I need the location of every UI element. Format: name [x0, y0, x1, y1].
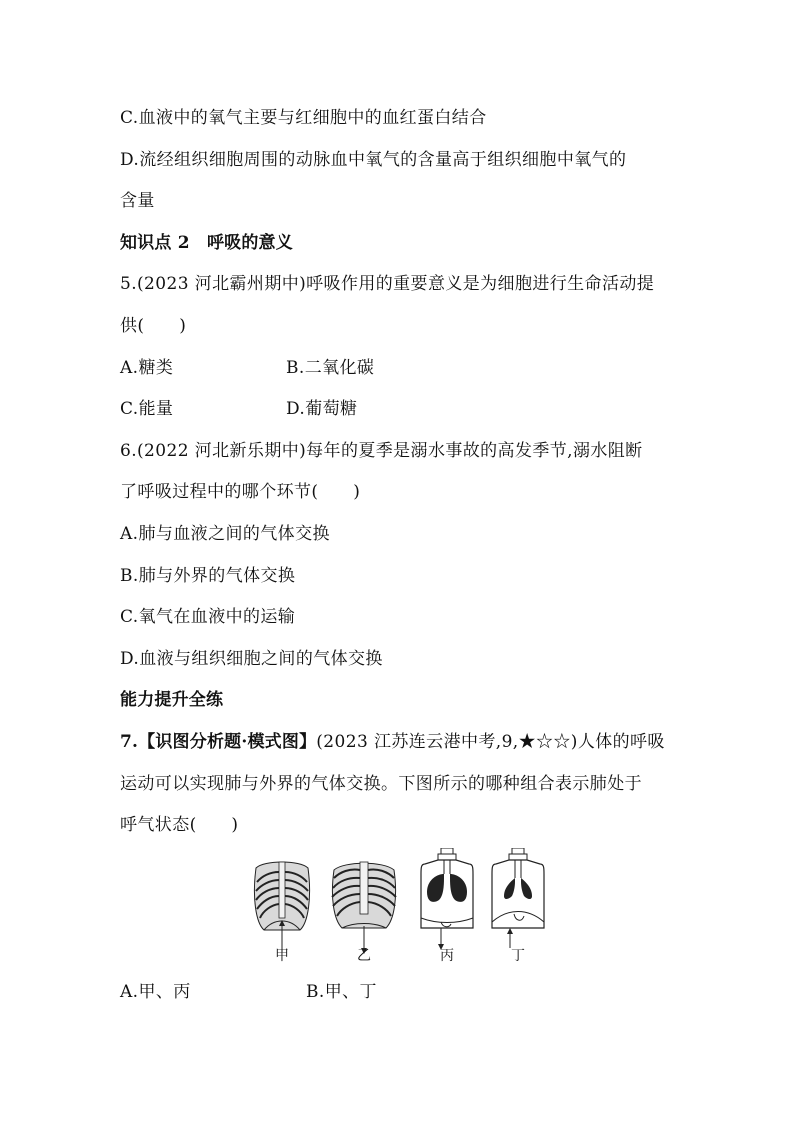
q5-options-row2 [120, 398, 358, 420]
q5-option-b: B.二氧化碳 [286, 358, 375, 378]
q7-stem-line2: 运动可以实现肺与外界的气体交换。下图所示的哪种组合表示肺处于 [120, 774, 642, 794]
q5-options-row1 [120, 357, 375, 379]
bell-jar-ding-diagram [492, 848, 544, 948]
q4-option-c: C.血液中的氧气主要与红细胞中的血红蛋白结合 [120, 108, 487, 128]
figure-label-yi: 乙 [357, 948, 371, 964]
q7-question-tag: 7.【识图分析题·模式图】 [120, 732, 317, 752]
q5-stem-line2: 供( ) [120, 316, 187, 336]
figure-label-jia: 甲 [275, 948, 289, 964]
q7-stem-line1-rest: (2023 江苏连云港中考,9,★☆☆)人体的呼吸 [316, 732, 665, 752]
q5-option-a: A.糖类 [120, 358, 174, 378]
section-heading-ability-improvement: 能力提升全练 [120, 690, 224, 710]
q6-option-b: B.肺与外界的气体交换 [120, 566, 296, 586]
q4-option-d-line1: D.流经组织细胞周围的动脉血中氧气的含量高于组织细胞中氧气的 [120, 150, 627, 170]
section-heading-knowledge-point-2: 知识点 2 呼吸的意义 [120, 233, 293, 253]
bell-jar-bing-diagram [421, 848, 473, 950]
q6-stem-line2: 了呼吸过程中的哪个环节( ) [120, 482, 361, 502]
q5-option-c: C.能量 [120, 399, 174, 419]
q7-stem-line3: 呼气状态( ) [120, 815, 239, 835]
q7-option-a: A.甲、丙 [120, 982, 191, 1002]
q6-option-a: A.肺与血液之间的气体交换 [120, 524, 330, 544]
ribcage-yi-diagram [332, 862, 396, 954]
q6-option-d: D.血液与组织细胞之间的气体交换 [120, 649, 383, 669]
q7-options-row1 [120, 981, 377, 1003]
q7-stem-line1 [120, 731, 665, 753]
q7-option-b: B.甲、丁 [306, 982, 377, 1002]
ribcage-jia-diagram [254, 862, 309, 952]
figure-label-ding: 丁 [511, 948, 525, 964]
q5-option-d: D.葡萄糖 [286, 399, 358, 419]
q7-breathing-figure [250, 848, 550, 968]
q4-option-d-line2: 含量 [120, 191, 155, 211]
figure-label-bing: 丙 [440, 948, 454, 964]
q6-option-c: C.氧气在血液中的运输 [120, 607, 296, 627]
q6-stem-line1: 6.(2022 河北新乐期中)每年的夏季是溺水事故的高发季节,溺水阻断 [120, 441, 643, 461]
q5-stem-line1: 5.(2023 河北霸州期中)呼吸作用的重要意义是为细胞进行生命活动提 [120, 274, 655, 294]
